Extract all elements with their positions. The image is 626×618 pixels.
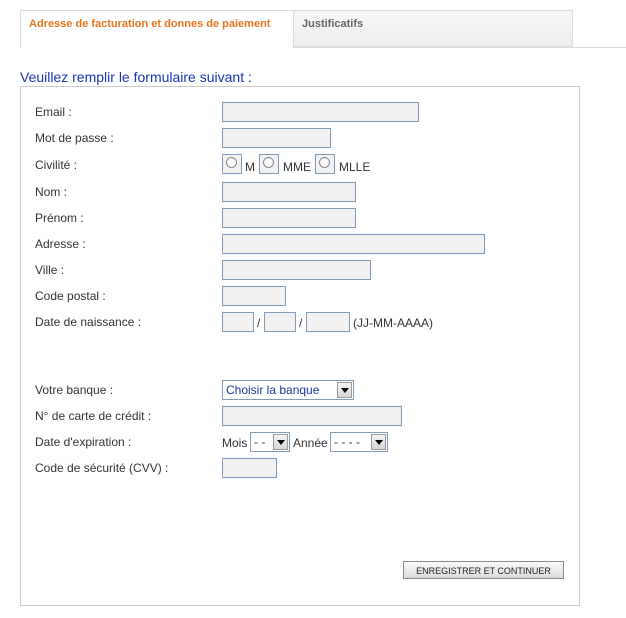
city-label: Ville : [35,263,65,277]
tab-bar [20,10,626,48]
civility-radio-mme[interactable] [259,154,279,174]
tab-justificatifs[interactable] [294,10,573,47]
civility-label: Civilité : [35,158,78,172]
credit-card-field[interactable] [222,406,402,426]
address-field[interactable] [222,234,485,254]
cvv-label: Code de sécurité (CVV) : [35,461,169,475]
civility-option-mlle: MLLE [339,160,371,174]
credit-card-label: N° de carte de crédit : [35,409,152,423]
expiration-month-label: Mois [222,436,248,450]
civility-radio-m[interactable] [222,154,242,174]
cvv-field[interactable] [222,458,277,478]
expiration-year-label: Année [293,436,328,450]
postal-code-field[interactable] [222,286,286,306]
form-instruction: Veuillez remplir le formulaire suivant : [20,69,252,85]
password-label: Mot de passe : [35,131,114,145]
tab-billing-payment[interactable] [20,10,294,48]
chevron-down-icon [375,440,383,445]
radio-circle-icon [263,157,274,168]
firstname-label: Prénom : [35,211,84,225]
dropdown-button[interactable] [273,434,288,450]
email-field[interactable] [222,102,419,122]
civility-option-mme: MME [283,160,311,174]
bank-select[interactable] [222,380,354,400]
birthdate-year-field[interactable] [306,312,350,332]
address-label: Adresse : [35,237,86,251]
radio-circle-icon [319,157,330,168]
civility-option-m: M [245,160,255,174]
lastname-label: Nom : [35,185,68,199]
password-field[interactable] [222,128,331,148]
expiration-year-select[interactable] [330,432,388,452]
bank-select-value: Choisir la banque [226,383,320,397]
expiration-month-select[interactable] [250,432,290,452]
lastname-field[interactable] [222,182,356,202]
dropdown-button[interactable] [337,382,352,398]
birthdate-day-field[interactable] [222,312,254,332]
expiration-label: Date d'expiration : [35,435,132,449]
chevron-down-icon [277,440,285,445]
birthdate-label: Date de naissance : [35,315,142,329]
date-format-hint: (JJ-MM-AAAA) [353,316,433,330]
email-label: Email : [35,105,72,119]
tab-label: Justificatifs [302,18,364,30]
tab-label: Adresse de facturation et donnes de paiement [29,18,271,30]
chevron-down-icon [341,388,349,393]
bank-label: Votre banque : [35,383,114,397]
city-field[interactable] [222,260,371,280]
dropdown-button[interactable] [371,434,386,450]
postal-code-label: Code postal : [35,289,106,303]
date-separator: / [257,316,261,330]
expiration-month-value: - - [254,435,266,449]
radio-circle-icon [226,157,237,168]
date-separator: / [299,316,303,330]
birthdate-month-field[interactable] [264,312,296,332]
firstname-field[interactable] [222,208,356,228]
save-continue-button[interactable]: ENREGISTRER ET CONTINUER [403,561,564,579]
tab-divider [294,47,626,48]
civility-radio-mlle[interactable] [315,154,335,174]
expiration-year-value: - - - - [334,435,360,449]
